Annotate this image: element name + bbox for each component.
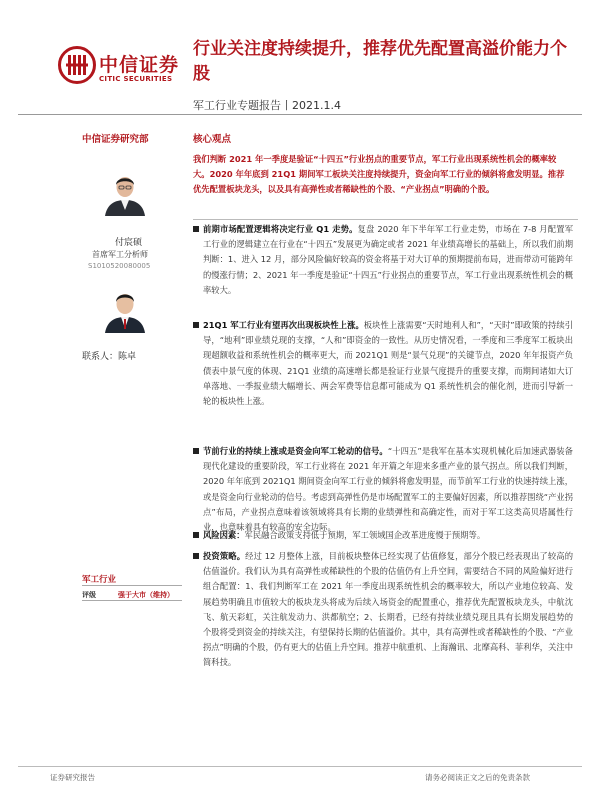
bullet-point (193, 444, 573, 535)
bullet-square-icon (193, 553, 199, 559)
analyst-avatar (105, 168, 145, 216)
report-subtitle: 军工行业专题报告丨2021.1.4 (193, 99, 341, 112)
footer-divider (18, 766, 582, 767)
industry-divider (82, 585, 182, 586)
footer-disclaimer: 请务必阅读正文之后的免责条款 (425, 773, 530, 782)
bullet-lead: 风险因素： (203, 530, 245, 540)
analyst-role: 首席军工分析师 (92, 250, 148, 259)
bullet-text: 复盘 2020 年下半年军工行业走势，市场在 7-8 月配置军工行业的逻辑建立在行业在“十四五”发展更为确定或者 2021 年业绩高增长的基础上，所以我们前期判断：1、进入 12 月，部分风险偏好较高的资金将基于对大订单的预期提前布局，进而带动可能跨年的慢涨行情；2、2021 年一季度是验证“十四五”行业拐点的重要节点，军工行业出现系统性机会的概率较大。 (203, 224, 573, 295)
bullet-lead: 节前行业的持续上涨或是资金向军工轮动的信号。 (203, 446, 388, 456)
bullet-text: 经过 12 月整体上涨，目前板块整体已经实现了估值修复，部分个股已经表现出了较高的估值溢价。我们认为具有高弹性或稀缺性的个股的估值仍有上升空间，需要结合不同的风险偏好进行组合配置：1、我们判断军工在 2021 年一季度出现系统性机会的概率较大，所以产业地位较高、发展趋势明确且市值较大的板块龙头将成为后续入场资金的配置重心，推荐优先配置板块龙头，中航沈飞、航天彩虹，关注航发动力、洪都航空；2、长期看，已经有持续业绩兑现且具有长期发展趋势的个股将受到资金的持续关注，有望保持长期的估值溢价。其中，具有高弹性或者稀缺性的个股、“产业拐点”明确的个股，仍有更大的估值上升空间。推荐中航重机、上海瀚讯、北摩高科、菲利华，关注中简科技。 (203, 551, 573, 668)
bullet-lead: 投资策略。 (203, 551, 246, 561)
contact-avatar (105, 285, 145, 333)
footer-left: 证券研究报告 (50, 773, 95, 782)
rating-key: 评级 (82, 591, 96, 599)
sidebar-heading: 中信证券研究部 (82, 134, 149, 145)
bullet-point (193, 318, 573, 409)
bullet-point (193, 528, 573, 543)
bullet-square-icon (193, 448, 199, 454)
bullet-square-icon (193, 532, 199, 538)
bullet-square-icon (193, 226, 199, 232)
bullet-point (193, 549, 573, 671)
analyst-cert: S1010520080005 (88, 262, 151, 270)
bullet-square-icon (193, 322, 199, 328)
analyst-name: 付宸硕 (115, 238, 143, 248)
rating-value: 强于大市（维持） (118, 591, 174, 599)
industry-label: 军工行业 (82, 575, 117, 585)
summary-divider (193, 219, 578, 220)
bullet-text: “十四五”是我军在基本实现机械化后加速武器装备现代化建设的重要阶段，军工行业将在 2021 年开篇之年迎来多重产业的景气拐点。所以我们判断，2020 年年底到 2021Q1 期间资金向军工行业的倾斜将愈发明显，而节前军工行业的快速持续上涨，或是资金向行业轮动的信号。考虑到高弹性仍是市场配置军工的主要偏好因素，所以推荐围绕“产业拐点”布局，产业拐点意味着该领域将具有长期的业绩弹性和高确定性，而对于军工这类高贝塔属性行业，也意味着具有较高的安全边际。 (203, 446, 573, 533)
core-view-heading: 核心观点 (193, 134, 232, 145)
contact-name: 联系人：陈卓 (82, 352, 137, 362)
brand-name: 中信证券 (99, 54, 180, 76)
bullet-point (193, 222, 573, 298)
report-title: 行业关注度持续提升，推荐优先配置高溢价能力个股 (193, 39, 567, 84)
bullet-lead: 前期市场配置逻辑将决定行业 Q1 走势。 (203, 224, 358, 234)
citic-logo-icon (58, 46, 96, 84)
bullet-text: 板块性上涨需要“天时地利人和”，“天时”即政策的持续引导，“地利”即业绩兑现的支撑，“人和”即资金的一致性。从历史情况看，一季度和三季度军工板块出现超额收益和系统性机会的概率更大，而 2021Q1 则是“景气兑现”的关键节点，2020 年年报资产负债表中景气度的体现、21Q1 业绩的高速增长都是验证行业景气度提升的重要支撑，而期间诸如大订单落地、一季报业绩大幅增长、两会军费等信息都可能成为 Q1 系统性机会的催化剂，进而引导新一轮的板块性上涨。 (203, 320, 574, 407)
bullet-lead: 21Q1 军工行业有望再次出现板块性上涨。 (203, 320, 364, 330)
header-divider (18, 114, 582, 115)
bullet-text: 军民融合政策支持低于预期，军工领域国企改革进度慢于预期等。 (244, 530, 486, 540)
brand-name-en: CITIC SECURITIES (99, 75, 173, 83)
industry-divider-bottom (82, 600, 182, 601)
core-view-summary: 我们判断 2021 年一季度是验证“十四五”行业拐点的重要节点，军工行业出现系统性机会的概率较大。2020 年年底到 21Q1 期间军工板块关注度持续提升，资金向军工行业的倾斜将愈发明显。推荐优先配置板块龙头，以及具有高弹性或者稀缺性的个股、“产业拐点”明确的个股。 (193, 154, 565, 194)
